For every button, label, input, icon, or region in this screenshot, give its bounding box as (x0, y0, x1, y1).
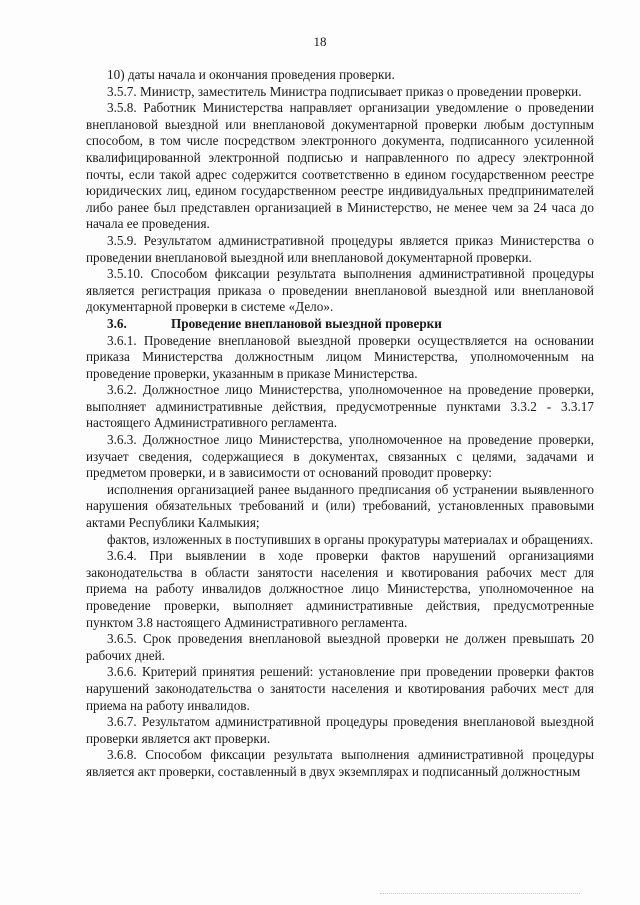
document-body (86, 67, 594, 781)
section-number: 3.6. (107, 315, 127, 331)
section-heading (86, 316, 594, 333)
paragraph: 3.5.10. Способом фиксации результата выполнения административной процедуры является регистрация приказа о проведении внеплановой выездной или внеплановой документарной проверки в системе «Дело». (86, 266, 594, 315)
paragraphs-before (86, 67, 594, 316)
page-number: 18 (313, 34, 327, 49)
paragraph: 3.6.1. Проведение внеплановой выездной проверки осуществляется на основании приказа Министерства должностным лицом Министерства, уполномоченным на проведение проверки, указанным в приказе Министерства. (86, 332, 594, 381)
paragraph: 3.6.7. Результатом административной процедуры проведения внеплановой выездной проверки является акт проверки. (86, 714, 594, 746)
scan-edge-mark (380, 893, 580, 895)
section-title: Проведение внеплановой выездной проверки (171, 315, 442, 331)
paragraph: фактов, изложенных в поступивших в органы прокуратуры материалах и обращениях. (107, 531, 594, 547)
paragraph: 3.5.8. Работник Министерства направляет организации уведомление о проведении внеплановой выездной или внеплановой документарной проверки любым доступным способом, в том числе посредством электронного документа, подписанного усиленной квалифицированной электронной подписью и направленного по адресу электронной почты, если такой адрес содержится соответственно в едином государственном реестре юридических лиц, едином государственном реестре индивидуальных предпринимателей либо ранее был представлен организацией в Министерство, не менее чем за 24 часа до начала ее проведения. (86, 100, 594, 232)
paragraph: 3.6.3. Должностное лицо Министерства, уполномоченное на проведение проверки, изучает сведения, содержащиеся в документах, связанных с целями, задачами и предметом проверки, и в зависимости от оснований проводит проверку: (86, 432, 594, 481)
paragraph: 3.5.7. Министр, заместитель Министра подписывает приказ о проведении проверки. (107, 83, 582, 99)
paragraph: 3.6.8. Способом фиксации результата выполнения административной процедуры является акт проверки, составленный в двух экземплярах и подписанный должностным (86, 747, 594, 779)
paragraph: 3.5.9. Результатом административной процедуры является приказ Министерства о проведении внеплановой выездной или внеплановой документарной проверки. (86, 232, 594, 265)
paragraph: 3.6.6. Критерий принятия решений: установление при проведении проверки фактов нарушений законодательства о занятости населения и квотирования рабочих мест для приема на работу инвалидов. (86, 664, 594, 713)
paragraphs-after (86, 333, 594, 781)
paragraph: 3.6.2. Должностное лицо Министерства, уполномоченное на проведение проверки, выполняет административные действия, предусмотренные пунктами 3.3.2 - 3.3.17 настоящего Административного регламента. (86, 382, 594, 431)
paragraph: 3.6.5. Срок проведения внеплановой выездной проверки не должен превышать 20 рабочих дней. (86, 631, 594, 663)
paragraph: исполнения организацией ранее выданного предписания об устранении выявленного нарушения обязательных требований и (или) требований, установленных правовыми актами Республики Калмыкия; (86, 481, 594, 531)
paragraph: 3.6.4. При выявлении в ходе проверки фактов нарушений организациями законодательства в области занятости населения и квотирования рабочих мест для приема на работу инвалидов должностное лицо Министерства, уполномоченное на проведение проверки, выполняет административные действия, предусмотренные пунктом 3.8 настоящего Административного регламента. (86, 548, 594, 630)
paragraph: 10) даты начала и окончания проведения проверки. (107, 67, 395, 82)
